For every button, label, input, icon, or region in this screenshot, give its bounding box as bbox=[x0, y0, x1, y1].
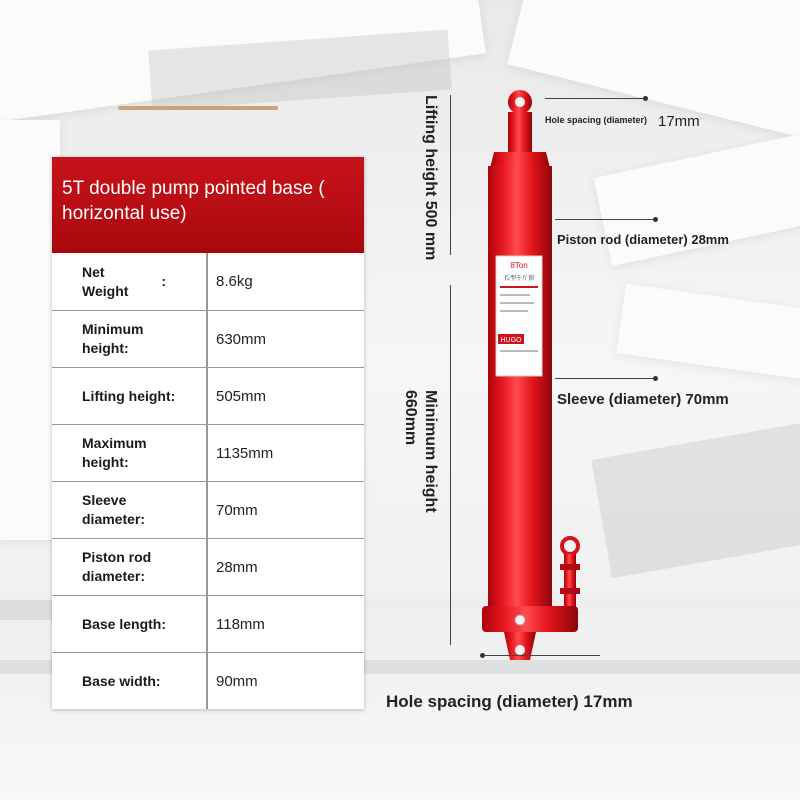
top-hole-value: 17mm bbox=[658, 113, 700, 130]
lifting-height-line bbox=[450, 95, 451, 255]
spec-table bbox=[52, 157, 364, 709]
spec-table-rows bbox=[52, 253, 364, 709]
table-row bbox=[52, 253, 364, 310]
row-label-sleeve-diameter: Sleeve diameter: bbox=[82, 492, 146, 527]
row-value-piston-rod-diameter: 28mm bbox=[216, 558, 258, 576]
row-label-piston-rod-diameter: Piston rod diameter: bbox=[82, 549, 152, 584]
bottom-hole-leader-line bbox=[480, 655, 600, 656]
row-colon: : bbox=[161, 273, 166, 289]
bottom-hole-annotation: Hole spacing (diameter) 17mm bbox=[386, 692, 633, 711]
row-label-lifting-height: Lifting height: bbox=[82, 387, 176, 404]
piston-rod-leader-line bbox=[555, 219, 655, 220]
sleeve-annotation: Sleeve (diameter) 70mm bbox=[557, 391, 729, 408]
jack-brand-label: HUGO bbox=[500, 337, 522, 344]
row-value-minimum-height: 630mm bbox=[216, 330, 267, 348]
table-row bbox=[52, 367, 364, 424]
row-value-lifting-height: 505mm bbox=[216, 387, 267, 405]
lifting-height-annotation: Lifting height 500 mm bbox=[422, 95, 439, 261]
top-hole-leader-dot bbox=[643, 96, 648, 101]
row-label-base-length: Base length: bbox=[82, 615, 167, 632]
sleeve-leader-line bbox=[555, 378, 655, 379]
row-value-base-length: 118mm bbox=[216, 615, 265, 633]
row-label-net-weight: Net Weight bbox=[82, 263, 129, 299]
piston-rod-annotation: Piston rod (diameter) 28mm bbox=[557, 232, 729, 247]
sleeve-leader-dot bbox=[653, 376, 658, 381]
piston-rod-leader-dot bbox=[653, 217, 658, 222]
top-hole-label: Hole spacing (diameter) bbox=[545, 115, 648, 125]
background-rope bbox=[118, 106, 278, 110]
table-row bbox=[52, 538, 364, 595]
table-row bbox=[52, 595, 364, 652]
table-row bbox=[52, 310, 364, 367]
row-value-base-width: 90mm bbox=[216, 672, 258, 690]
table-row bbox=[52, 481, 364, 538]
table-row bbox=[52, 652, 364, 709]
minimum-height-annotation: Minimum height 660mm bbox=[402, 390, 439, 513]
table-row bbox=[52, 424, 364, 481]
top-hole-leader-line bbox=[545, 98, 645, 99]
bottom-hole-leader-dot bbox=[480, 653, 485, 658]
row-label-maximum-height: Maximum height: bbox=[82, 435, 147, 470]
row-value-maximum-height: 1135mm bbox=[216, 444, 274, 462]
row-value-net-weight: 8.6kg bbox=[216, 273, 253, 290]
minimum-height-line bbox=[450, 285, 451, 645]
row-label-minimum-height: Minimum height: bbox=[82, 321, 144, 356]
row-value-sleeve-diameter: 70mm bbox=[216, 501, 258, 519]
spec-table-title: 5T double pump pointed base ( horizontal use) bbox=[52, 157, 364, 253]
row-label-base-width: Base width: bbox=[82, 672, 161, 689]
jack-capacity-label: 8Ton bbox=[510, 261, 528, 270]
jack-name-label: 长型千斤顶 bbox=[503, 276, 535, 282]
